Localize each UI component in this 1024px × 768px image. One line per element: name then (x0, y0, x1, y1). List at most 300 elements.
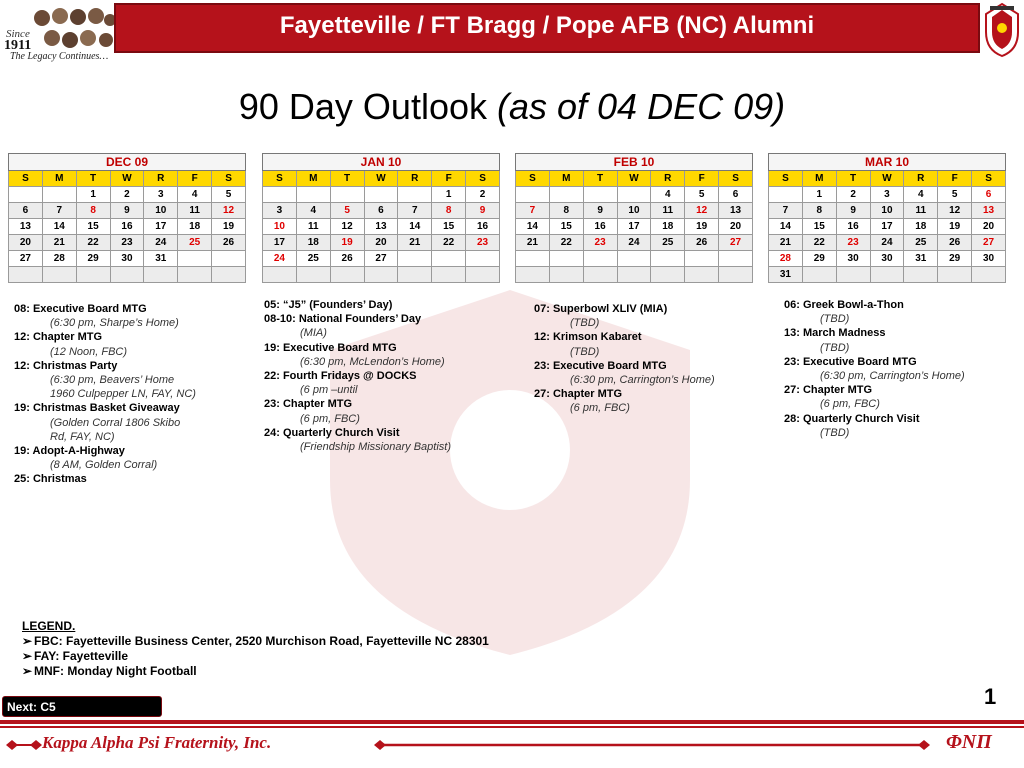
calendar-day-cell (432, 267, 466, 283)
event-detail: (Golden Corral 1806 Skibo (50, 416, 181, 429)
calendar-day-cell (769, 187, 803, 203)
calendar-day-cell: 20 (9, 235, 43, 251)
since-label: Since (6, 28, 30, 40)
event-item: 08: Executive Board MTG (14, 303, 147, 315)
day-of-week-header: S (466, 171, 500, 187)
calendar-day-cell: 23 (583, 235, 617, 251)
calendar-day-cell (296, 187, 330, 203)
calendar-table (768, 153, 1006, 283)
legend-item-text: FAY: Fayetteville (34, 649, 129, 663)
calendar-day-cell: 15 (802, 219, 836, 235)
calendar-day-cell: 24 (870, 235, 904, 251)
calendar-day-cell: 4 (651, 187, 685, 203)
calendar-day-cell: 2 (110, 187, 144, 203)
footer-organization: Kappa Alpha Psi Fraternity, Inc. (42, 733, 272, 752)
calendar-day-cell: 18 (651, 219, 685, 235)
calendar-day-cell: 7 (42, 203, 76, 219)
event-detail: 1960 Culpepper LN, FAY, NC) (50, 388, 196, 401)
calendar-day-cell: 30 (836, 251, 870, 267)
calendar-day-cell: 10 (144, 203, 178, 219)
calendar-day-cell (364, 187, 398, 203)
calendar-day-cell: 10 (617, 203, 651, 219)
calendar-week-row (516, 235, 753, 251)
event-detail: (6:30 pm, Carrington’s Home) (570, 374, 715, 387)
footer-rule (0, 720, 1024, 724)
calendar-day-cell: 1 (76, 187, 110, 203)
calendar-day-cell (583, 251, 617, 267)
event-item: 06: Greek Bowl-a-Thon (784, 299, 904, 311)
calendar-jan-10 (262, 153, 500, 283)
event-item: 28: Quarterly Church Visit (784, 412, 920, 425)
calendar-day-cell (466, 267, 500, 283)
calendar-day-cell (549, 251, 583, 267)
calendar-day-cell: 19 (212, 219, 246, 235)
calendar-week-row (769, 251, 1006, 267)
event-detail: (6 pm, FBC) (570, 402, 630, 415)
event-item: 19: Adopt-A-Highway (14, 445, 125, 458)
calendar-day-cell: 10 (870, 203, 904, 219)
calendar-day-cell: 22 (76, 235, 110, 251)
calendar-day-cell: 27 (9, 251, 43, 267)
calendar-day-cell: 22 (802, 235, 836, 251)
calendar-day-cell (516, 187, 550, 203)
calendar-week-row (263, 219, 500, 235)
event-item: 25: Christmas (14, 473, 87, 486)
calendar-day-cell: 14 (769, 219, 803, 235)
calendar-day-cell: 6 (719, 187, 753, 203)
calendar-day-cell: 3 (144, 187, 178, 203)
calendar-day-cell: 9 (110, 203, 144, 219)
calendar-day-cell: 27 (719, 235, 753, 251)
event-detail: (6 pm, FBC) (820, 398, 880, 411)
calendar-day-cell (212, 251, 246, 267)
calendar-day-cell: 31 (904, 251, 938, 267)
calendar-day-cell (432, 251, 466, 267)
calendar-day-cell (76, 267, 110, 283)
calendar-week-row (516, 203, 753, 219)
calendar-day-cell: 29 (76, 251, 110, 267)
calendar-day-cell (836, 267, 870, 283)
event-item: 19: Executive Board MTG (264, 341, 397, 354)
calendar-day-cell: 13 (972, 203, 1006, 219)
calendar-day-cell: 22 (432, 235, 466, 251)
calendar-month-header: MAR 10 (769, 154, 1006, 171)
calendar-day-cell (617, 251, 651, 267)
calendar-week-row (769, 235, 1006, 251)
calendar-day-cell: 10 (263, 219, 297, 235)
day-of-week-header: T (836, 171, 870, 187)
calendar-day-cell: 12 (938, 203, 972, 219)
calendar-day-cell (42, 187, 76, 203)
calendar-mar-10 (768, 153, 1006, 283)
calendar-day-cell: 29 (802, 251, 836, 267)
calendar-week-row (263, 203, 500, 219)
calendar-day-cell: 15 (76, 219, 110, 235)
calendar-day-cell (398, 251, 432, 267)
day-of-week-header: R (398, 171, 432, 187)
event-item: 12: Krimson Kabaret (534, 331, 642, 344)
calendar-day-cell: 2 (466, 187, 500, 203)
calendar-day-cell (802, 267, 836, 283)
calendar-day-cell: 29 (938, 251, 972, 267)
calendar-day-cell: 15 (549, 219, 583, 235)
event-item: 24: Quarterly Church Visit (264, 426, 400, 439)
founders-portraits-icon (30, 4, 116, 52)
calendar-day-cell (617, 187, 651, 203)
calendar-day-cell (516, 267, 550, 283)
calendar-day-cell: 31 (144, 251, 178, 267)
calendar-day-cell: 23 (110, 235, 144, 251)
legend-item-text: MNF: Monday Night Football (34, 664, 197, 678)
calendar-day-cell: 5 (212, 187, 246, 203)
calendar-day-cell (466, 251, 500, 267)
calendar-day-cell: 2 (836, 187, 870, 203)
day-of-week-header: T (330, 171, 364, 187)
calendar-day-cell: 6 (9, 203, 43, 219)
calendar-day-cell (719, 267, 753, 283)
event-detail: (TBD) (570, 317, 600, 330)
event-item: 05: “J5” (Founders’ Day) (264, 299, 393, 311)
calendar-day-cell: 21 (769, 235, 803, 251)
calendar-week-row (516, 187, 753, 203)
calendar-day-cell: 14 (398, 219, 432, 235)
event-detail: (6:30 pm, Carrington’s Home) (820, 370, 965, 383)
calendar-day-cell (263, 267, 297, 283)
arrow-bullet-icon: ➢ (22, 664, 33, 678)
calendar-day-cell: 27 (972, 235, 1006, 251)
day-of-week-header: M (549, 171, 583, 187)
day-of-week-header: S (212, 171, 246, 187)
legend-title: LEGEND. (22, 619, 76, 633)
calendar-day-cell (938, 267, 972, 283)
calendar-day-cell: 12 (685, 203, 719, 219)
calendar-day-cell: 20 (719, 219, 753, 235)
calendar-month-header: DEC 09 (9, 154, 246, 171)
calendar-day-cell (549, 267, 583, 283)
event-item: 07: Superbowl XLIV (MIA) (534, 303, 668, 315)
calendar-week-row (769, 187, 1006, 203)
calendar-week-row (263, 267, 500, 283)
calendar-day-cell: 25 (651, 235, 685, 251)
calendar-day-cell (583, 187, 617, 203)
calendar-day-cell: 24 (263, 251, 297, 267)
calendar-feb-10 (515, 153, 753, 283)
day-of-week-header: R (144, 171, 178, 187)
calendar-day-cell: 25 (296, 251, 330, 267)
event-detail: (6 pm –until (300, 384, 358, 397)
legend-item (22, 649, 489, 664)
calendar-day-cell (549, 187, 583, 203)
calendar-day-cell: 17 (870, 219, 904, 235)
calendar-week-row (516, 267, 753, 283)
legend (22, 619, 489, 679)
calendar-day-cell: 9 (583, 203, 617, 219)
calendar-day-cell (178, 251, 212, 267)
calendar-week-row (769, 267, 1006, 283)
calendar-week-row (263, 251, 500, 267)
calendar-day-cell: 19 (938, 219, 972, 235)
calendar-day-cell: 25 (904, 235, 938, 251)
calendar-day-cell: 3 (870, 187, 904, 203)
calendar-day-cell: 4 (296, 203, 330, 219)
events-feb-10 (534, 302, 764, 416)
calendar-day-cell (9, 267, 43, 283)
event-item: 27: Chapter MTG (784, 384, 873, 397)
arrow-bullet-icon: ➢ (22, 634, 33, 648)
day-of-week-header: S (769, 171, 803, 187)
calendar-day-cell: 27 (364, 251, 398, 267)
calendar-day-cell: 24 (144, 235, 178, 251)
fraternity-crest-icon (982, 2, 1022, 58)
calendar-week-row (516, 219, 753, 235)
calendar-day-cell: 11 (178, 203, 212, 219)
calendar-day-cell: 5 (938, 187, 972, 203)
event-detail: (TBD) (570, 345, 600, 358)
event-item: 08-10: National Founders’ Day (264, 313, 422, 326)
calendar-week-row (9, 219, 246, 235)
calendar-dec-09 (8, 153, 246, 283)
event-detail: (TBD) (820, 313, 850, 326)
calendar-day-cell: 11 (904, 203, 938, 219)
event-item: 12: Christmas Party (14, 359, 118, 372)
calendar-day-cell (212, 267, 246, 283)
calendar-day-cell: 20 (972, 219, 1006, 235)
page-title-main: 90 Day Outlook (238, 86, 497, 127)
footer-rule-thin (0, 726, 1024, 728)
day-of-week-header: W (110, 171, 144, 187)
calendar-day-cell: 19 (685, 219, 719, 235)
calendar-day-cell: 30 (870, 251, 904, 267)
day-of-week-header: W (870, 171, 904, 187)
event-detail: (8 AM, Golden Corral) (50, 459, 158, 472)
calendar-day-cell: 26 (212, 235, 246, 251)
calendar-day-cell: 7 (769, 203, 803, 219)
calendar-day-cell (330, 267, 364, 283)
calendar-day-cell: 1 (802, 187, 836, 203)
day-of-week-header: F (178, 171, 212, 187)
calendar-day-cell (42, 267, 76, 283)
calendar-day-cell: 24 (617, 235, 651, 251)
founding-year: 1911 (4, 38, 32, 53)
calendar-day-cell: 21 (516, 235, 550, 251)
calendar-month-header: JAN 10 (263, 154, 500, 171)
calendar-day-cell (651, 251, 685, 267)
footer-greek-letters: ΦΝΠ (946, 731, 992, 753)
event-detail: (6:30 pm, Beavers’ Home (50, 374, 175, 387)
event-item: 23: Chapter MTG (264, 398, 353, 411)
day-of-week-header: S (719, 171, 753, 187)
legend-item (22, 664, 489, 679)
day-of-week-header: M (802, 171, 836, 187)
calendar-day-cell: 17 (263, 235, 297, 251)
event-detail: (12 Noon, FBC) (50, 345, 128, 358)
calendar-day-cell: 13 (9, 219, 43, 235)
calendar-day-cell: 26 (685, 235, 719, 251)
day-of-week-header: F (938, 171, 972, 187)
event-detail: (Friendship Missionary Baptist) (300, 441, 451, 454)
footer-divider-icon (372, 738, 932, 752)
calendar-day-cell: 13 (719, 203, 753, 219)
calendar-day-cell: 5 (330, 203, 364, 219)
day-of-week-header: T (583, 171, 617, 187)
legend-item (22, 634, 489, 649)
calendar-week-row (263, 235, 500, 251)
calendar-table (515, 153, 753, 283)
day-of-week-header: S (972, 171, 1006, 187)
calendar-day-cell (516, 251, 550, 267)
calendar-day-cell: 28 (769, 251, 803, 267)
day-of-week-header: S (9, 171, 43, 187)
calendar-day-cell: 26 (938, 235, 972, 251)
calendar-day-cell: 5 (685, 187, 719, 203)
calendar-day-cell: 3 (263, 203, 297, 219)
calendar-week-row (769, 219, 1006, 235)
calendar-day-cell: 4 (904, 187, 938, 203)
calendar-day-cell (178, 267, 212, 283)
event-detail: Rd, FAY, NC) (50, 430, 115, 443)
event-detail: (6:30 pm, McLendon’s Home) (300, 355, 445, 368)
calendar-day-cell (144, 267, 178, 283)
day-of-week-header: R (904, 171, 938, 187)
calendar-day-cell: 21 (42, 235, 76, 251)
calendar-day-cell: 11 (651, 203, 685, 219)
calendar-day-cell: 13 (364, 219, 398, 235)
calendar-day-cell (398, 267, 432, 283)
event-item: 12: Chapter MTG (14, 331, 103, 344)
calendar-day-cell: 19 (330, 235, 364, 251)
event-detail: (6:30 pm, Sharpe’s Home) (50, 317, 179, 330)
calendar-day-cell: 23 (836, 235, 870, 251)
day-of-week-header: W (617, 171, 651, 187)
header-title: Fayetteville / FT Bragg / Pope AFB (NC) Alumni (279, 12, 815, 39)
calendar-day-cell: 14 (42, 219, 76, 235)
calendar-day-cell: 7 (516, 203, 550, 219)
event-item: 23: Executive Board MTG (784, 355, 917, 368)
calendar-week-row (9, 267, 246, 283)
calendar-day-cell: 7 (398, 203, 432, 219)
calendar-day-cell: 8 (432, 203, 466, 219)
calendar-day-cell (398, 187, 432, 203)
calendar-day-cell: 17 (617, 219, 651, 235)
event-detail: (TBD) (820, 341, 850, 354)
calendar-day-cell (263, 187, 297, 203)
calendar-day-cell (583, 267, 617, 283)
calendar-day-cell (110, 267, 144, 283)
calendar-day-cell (296, 267, 330, 283)
calendar-table (262, 153, 500, 283)
calendar-day-cell: 21 (398, 235, 432, 251)
calendar-day-cell: 9 (836, 203, 870, 219)
calendar-day-cell: 16 (836, 219, 870, 235)
calendar-day-cell: 28 (42, 251, 76, 267)
calendar-day-cell: 9 (466, 203, 500, 219)
calendar-day-cell (617, 267, 651, 283)
calendar-day-cell: 18 (178, 219, 212, 235)
calendar-day-cell: 1 (432, 187, 466, 203)
event-item: 22: Fourth Fridays @ DOCKS (264, 370, 417, 383)
day-of-week-header: R (651, 171, 685, 187)
calendar-day-cell: 16 (110, 219, 144, 235)
day-of-week-header: M (296, 171, 330, 187)
page-number: 1 (984, 684, 997, 709)
calendar-day-cell: 18 (904, 219, 938, 235)
calendar-day-cell: 15 (432, 219, 466, 235)
calendar-week-row (769, 203, 1006, 219)
calendar-week-row (9, 187, 246, 203)
day-of-week-header: S (263, 171, 297, 187)
calendar-day-cell (904, 267, 938, 283)
calendar-week-row (9, 235, 246, 251)
calendar-day-cell: 30 (972, 251, 1006, 267)
day-of-week-header: F (685, 171, 719, 187)
calendar-day-cell (685, 251, 719, 267)
event-detail: (6 pm, FBC) (300, 412, 360, 425)
calendar-month-header: FEB 10 (516, 154, 753, 171)
calendar-day-cell (719, 251, 753, 267)
legacy-tagline: The Legacy Continues… (10, 51, 109, 62)
day-of-week-header: M (42, 171, 76, 187)
events-mar-10 (784, 298, 1019, 440)
calendar-day-cell: 22 (549, 235, 583, 251)
calendar-day-cell: 14 (516, 219, 550, 235)
calendar-day-cell: 8 (549, 203, 583, 219)
day-of-week-header: S (516, 171, 550, 187)
legend-item-text: FBC: Fayetteville Business Center, 2520 Murchison Road, Fayetteville NC 28301 (34, 634, 489, 648)
calendar-day-cell (651, 267, 685, 283)
event-detail: (TBD) (820, 426, 850, 439)
calendar-day-cell (870, 267, 904, 283)
page-title (0, 86, 1024, 128)
calendar-week-row (263, 187, 500, 203)
calendar-week-row (516, 251, 753, 267)
calendar-day-cell (972, 267, 1006, 283)
calendar-table (8, 153, 246, 283)
calendar-day-cell: 4 (178, 187, 212, 203)
calendar-day-cell: 16 (466, 219, 500, 235)
calendar-day-cell: 30 (110, 251, 144, 267)
calendar-day-cell: 6 (972, 187, 1006, 203)
event-item: 19: Christmas Basket Giveaway (14, 402, 180, 415)
event-detail: (MIA) (300, 327, 327, 340)
calendar-day-cell: 11 (296, 219, 330, 235)
calendar-day-cell (9, 187, 43, 203)
calendar-day-cell: 8 (76, 203, 110, 219)
events-jan-10 (264, 298, 509, 454)
day-of-week-header: F (432, 171, 466, 187)
page-title-date: (as of 04 DEC 09) (497, 86, 786, 127)
event-item: 23: Executive Board MTG (534, 359, 667, 372)
calendar-day-cell: 6 (364, 203, 398, 219)
events-dec-09 (14, 302, 254, 487)
calendar-day-cell: 12 (330, 219, 364, 235)
calendar-day-cell: 26 (330, 251, 364, 267)
event-item: 13: March Madness (784, 327, 886, 340)
next-slide-button[interactable]: Next: C5 (2, 696, 162, 717)
calendar-day-cell: 25 (178, 235, 212, 251)
calendar-day-cell: 20 (364, 235, 398, 251)
calendar-day-cell (330, 187, 364, 203)
arrow-bullet-icon: ➢ (22, 649, 33, 663)
calendar-day-cell (364, 267, 398, 283)
calendar-day-cell: 18 (296, 235, 330, 251)
calendar-day-cell: 8 (802, 203, 836, 219)
calendar-week-row (9, 203, 246, 219)
calendar-day-cell: 17 (144, 219, 178, 235)
calendar-day-cell: 16 (583, 219, 617, 235)
calendar-day-cell: 12 (212, 203, 246, 219)
day-of-week-header: W (364, 171, 398, 187)
calendar-day-cell: 23 (466, 235, 500, 251)
